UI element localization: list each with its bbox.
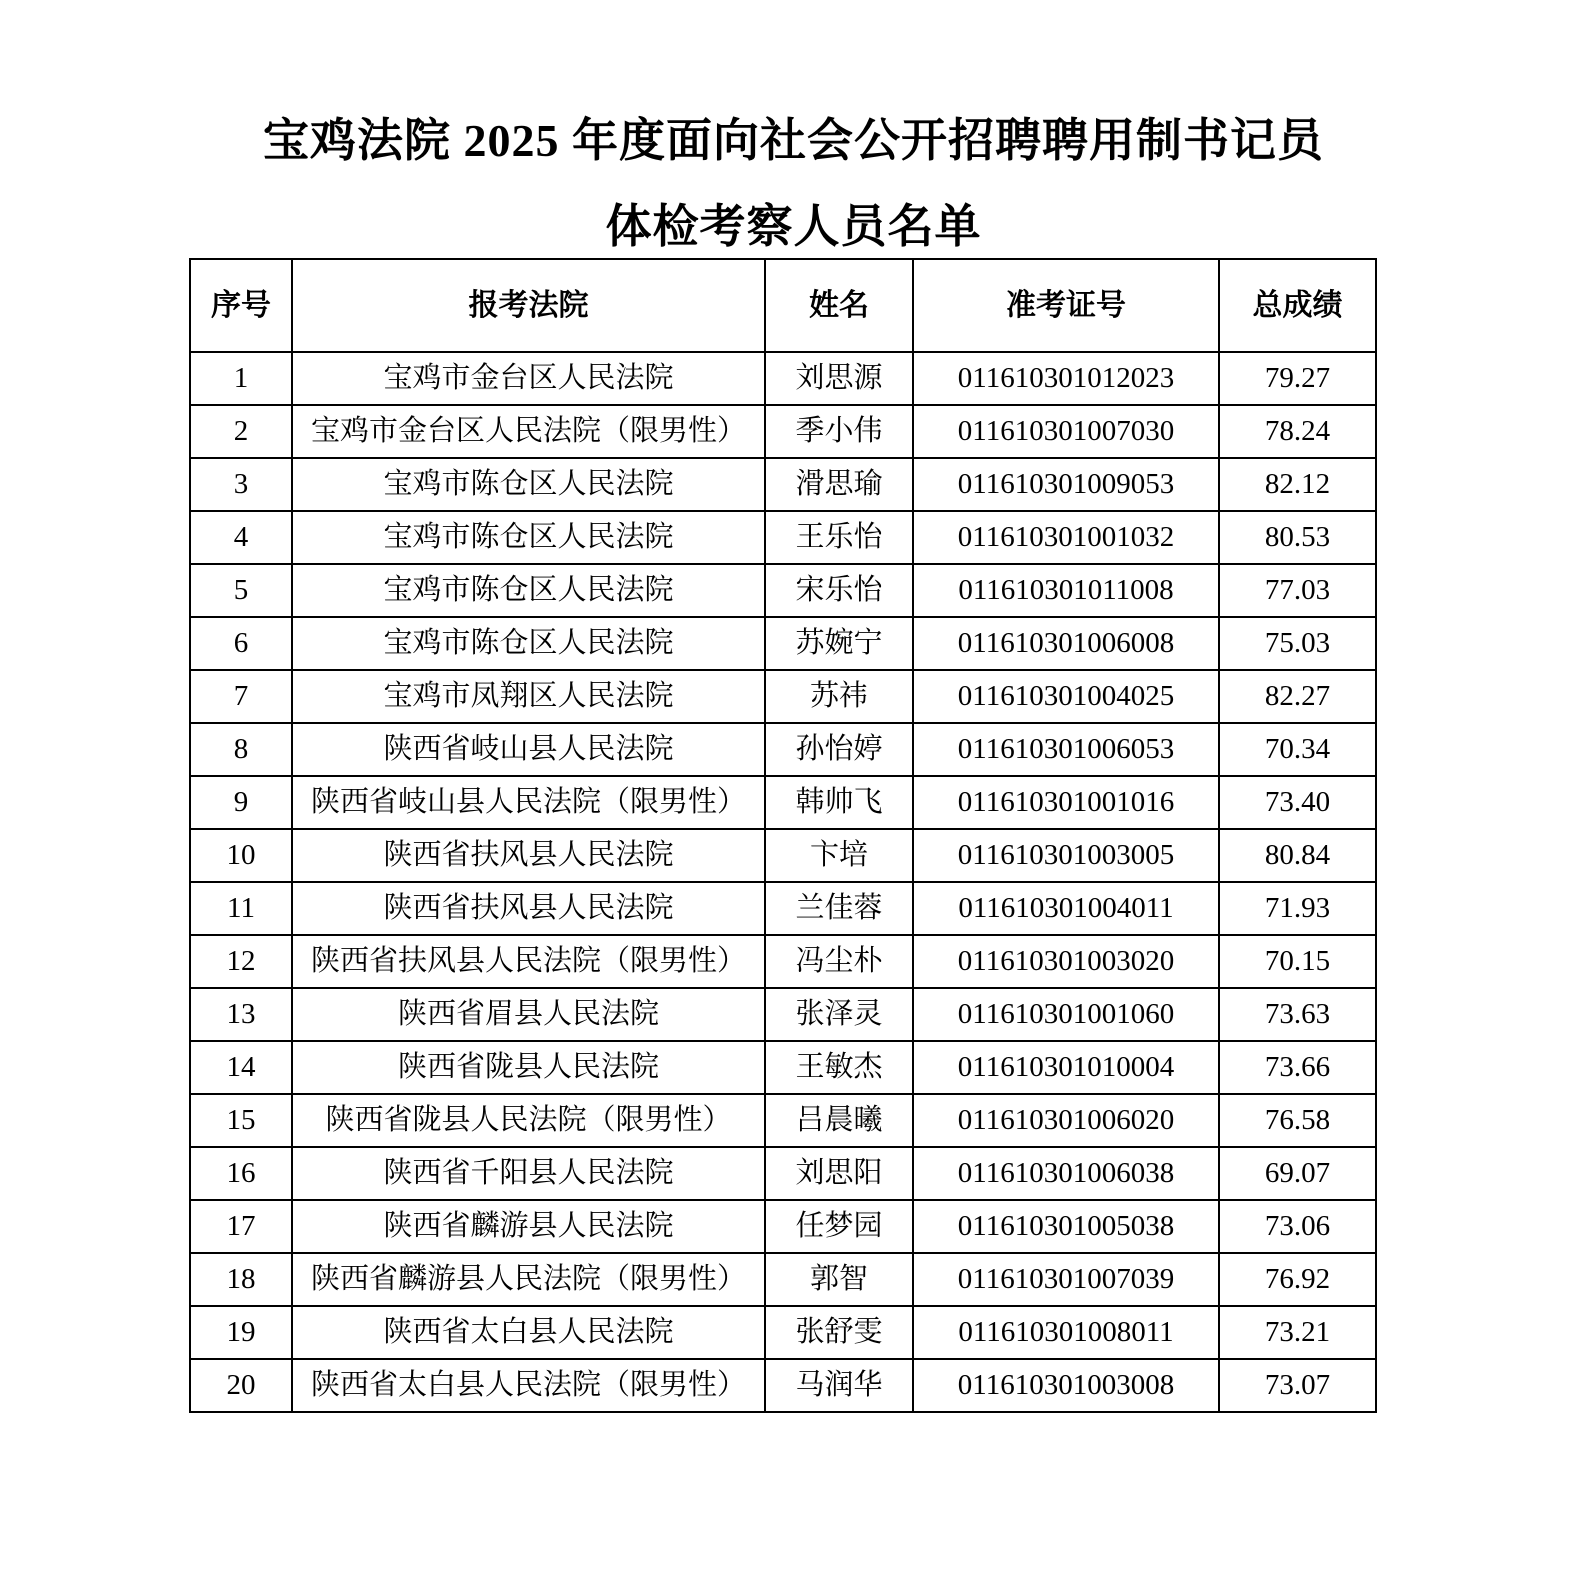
cell-court: 陕西省太白县人民法院 (292, 1306, 765, 1359)
cell-name: 马润华 (765, 1359, 913, 1412)
cell-index: 14 (190, 1041, 292, 1094)
header-ticket: 准考证号 (913, 259, 1219, 352)
table-row (190, 882, 1376, 935)
cell-index: 3 (190, 458, 292, 511)
cell-name: 王敏杰 (765, 1041, 913, 1094)
cell-court: 陕西省扶风县人民法院 (292, 882, 765, 935)
table-row (190, 988, 1376, 1041)
cell-name: 孙怡婷 (765, 723, 913, 776)
cell-name: 季小伟 (765, 405, 913, 458)
cell-court: 陕西省扶风县人民法院 (292, 829, 765, 882)
cell-score: 82.27 (1219, 670, 1376, 723)
cell-ticket: 011610301006020 (913, 1094, 1219, 1147)
cell-ticket: 011610301007039 (913, 1253, 1219, 1306)
cell-index: 7 (190, 670, 292, 723)
cell-index: 12 (190, 935, 292, 988)
cell-ticket: 011610301006038 (913, 1147, 1219, 1200)
cell-court: 宝鸡市陈仓区人民法院 (292, 617, 765, 670)
cell-index: 17 (190, 1200, 292, 1253)
header-court: 报考法院 (292, 259, 765, 352)
cell-court: 宝鸡市金台区人民法院 (292, 352, 765, 405)
cell-score: 73.66 (1219, 1041, 1376, 1094)
cell-index: 13 (190, 988, 292, 1041)
cell-ticket: 011610301005038 (913, 1200, 1219, 1253)
cell-name: 苏婉宁 (765, 617, 913, 670)
table-row (190, 1306, 1376, 1359)
table-row (190, 1147, 1376, 1200)
cell-court: 宝鸡市金台区人民法院（限男性） (292, 405, 765, 458)
cell-ticket: 011610301007030 (913, 405, 1219, 458)
cell-court: 宝鸡市陈仓区人民法院 (292, 564, 765, 617)
header-index: 序号 (190, 259, 292, 352)
cell-score: 80.84 (1219, 829, 1376, 882)
cell-index: 8 (190, 723, 292, 776)
table-row (190, 1041, 1376, 1094)
cell-ticket: 011610301010004 (913, 1041, 1219, 1094)
table-row (190, 776, 1376, 829)
cell-ticket: 011610301001032 (913, 511, 1219, 564)
table-row (190, 1200, 1376, 1253)
cell-ticket: 011610301006008 (913, 617, 1219, 670)
cell-index: 11 (190, 882, 292, 935)
cell-index: 15 (190, 1094, 292, 1147)
cell-court: 陕西省岐山县人民法院 (292, 723, 765, 776)
cell-name: 刘思阳 (765, 1147, 913, 1200)
cell-name: 吕晨曦 (765, 1094, 913, 1147)
cell-court: 陕西省岐山县人民法院（限男性） (292, 776, 765, 829)
cell-score: 78.24 (1219, 405, 1376, 458)
cell-court: 宝鸡市陈仓区人民法院 (292, 458, 765, 511)
cell-score: 73.40 (1219, 776, 1376, 829)
table-row (190, 458, 1376, 511)
cell-court: 宝鸡市凤翔区人民法院 (292, 670, 765, 723)
cell-score: 73.06 (1219, 1200, 1376, 1253)
cell-score: 76.92 (1219, 1253, 1376, 1306)
cell-score: 79.27 (1219, 352, 1376, 405)
cell-ticket: 011610301003005 (913, 829, 1219, 882)
cell-name: 郭智 (765, 1253, 913, 1306)
cell-name: 卞培 (765, 829, 913, 882)
cell-court: 陕西省眉县人民法院 (292, 988, 765, 1041)
cell-score: 73.63 (1219, 988, 1376, 1041)
header-name: 姓名 (765, 259, 913, 352)
cell-name: 张泽灵 (765, 988, 913, 1041)
table-row (190, 405, 1376, 458)
cell-score: 82.12 (1219, 458, 1376, 511)
cell-index: 9 (190, 776, 292, 829)
cell-index: 19 (190, 1306, 292, 1359)
table-header-row (190, 259, 1376, 352)
cell-ticket: 011610301001016 (913, 776, 1219, 829)
cell-score: 73.07 (1219, 1359, 1376, 1412)
table-row (190, 511, 1376, 564)
cell-court: 陕西省陇县人民法院（限男性） (292, 1094, 765, 1147)
cell-court: 陕西省太白县人民法院（限男性） (292, 1359, 765, 1412)
cell-ticket: 011610301011008 (913, 564, 1219, 617)
cell-name: 兰佳蓉 (765, 882, 913, 935)
cell-name: 滑思瑜 (765, 458, 913, 511)
table-row (190, 564, 1376, 617)
cell-score: 77.03 (1219, 564, 1376, 617)
cell-ticket: 011610301008011 (913, 1306, 1219, 1359)
cell-index: 4 (190, 511, 292, 564)
cell-name: 冯尘朴 (765, 935, 913, 988)
title-line-1: 宝鸡法院 2025 年度面向社会公开招聘聘用制书记员 (263, 115, 1324, 166)
cell-name: 任梦园 (765, 1200, 913, 1253)
cell-name: 苏祎 (765, 670, 913, 723)
table-row (190, 1253, 1376, 1306)
cell-name: 刘思源 (765, 352, 913, 405)
cell-ticket: 011610301006053 (913, 723, 1219, 776)
cell-court: 陕西省陇县人民法院 (292, 1041, 765, 1094)
cell-index: 5 (190, 564, 292, 617)
cell-score: 69.07 (1219, 1147, 1376, 1200)
cell-court: 宝鸡市陈仓区人民法院 (292, 511, 765, 564)
cell-index: 18 (190, 1253, 292, 1306)
cell-name: 韩帅飞 (765, 776, 913, 829)
table-row (190, 352, 1376, 405)
cell-score: 71.93 (1219, 882, 1376, 935)
table-row (190, 935, 1376, 988)
cell-ticket: 011610301009053 (913, 458, 1219, 511)
table-body (190, 352, 1376, 1412)
candidate-table (189, 258, 1377, 1413)
cell-court: 陕西省麟游县人民法院 (292, 1200, 765, 1253)
table-row (190, 617, 1376, 670)
cell-name: 张舒雯 (765, 1306, 913, 1359)
cell-ticket: 011610301004011 (913, 882, 1219, 935)
cell-index: 2 (190, 405, 292, 458)
cell-index: 1 (190, 352, 292, 405)
cell-index: 10 (190, 829, 292, 882)
cell-ticket: 011610301003020 (913, 935, 1219, 988)
cell-court: 陕西省麟游县人民法院（限男性） (292, 1253, 765, 1306)
cell-ticket: 011610301012023 (913, 352, 1219, 405)
cell-ticket: 011610301004025 (913, 670, 1219, 723)
table-row (190, 1094, 1376, 1147)
table-row (190, 670, 1376, 723)
cell-index: 16 (190, 1147, 292, 1200)
table-row (190, 723, 1376, 776)
cell-name: 宋乐怡 (765, 564, 913, 617)
table-row (190, 829, 1376, 882)
cell-ticket: 011610301001060 (913, 988, 1219, 1041)
cell-court: 陕西省千阳县人民法院 (292, 1147, 765, 1200)
cell-index: 20 (190, 1359, 292, 1412)
document-title (0, 0, 1587, 250)
table-row (190, 1359, 1376, 1412)
cell-score: 80.53 (1219, 511, 1376, 564)
cell-name: 王乐怡 (765, 511, 913, 564)
cell-score: 76.58 (1219, 1094, 1376, 1147)
cell-index: 6 (190, 617, 292, 670)
cell-score: 70.34 (1219, 723, 1376, 776)
cell-score: 75.03 (1219, 617, 1376, 670)
header-score: 总成绩 (1219, 259, 1376, 352)
cell-score: 73.21 (1219, 1306, 1376, 1359)
title-line-2: 体检考察人员名单 (605, 201, 982, 252)
cell-court: 陕西省扶风县人民法院（限男性） (292, 935, 765, 988)
cell-ticket: 011610301003008 (913, 1359, 1219, 1412)
table-header (190, 259, 1376, 352)
cell-score: 70.15 (1219, 935, 1376, 988)
